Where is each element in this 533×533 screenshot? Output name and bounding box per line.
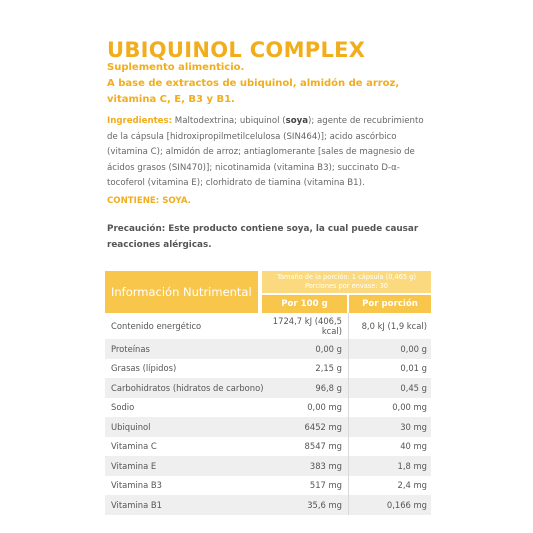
value-per-serving: 30 mg [400, 421, 427, 432]
nutrient-name: Carbohidratos (hidratos de carbono) [111, 382, 264, 393]
value-per-100g: 383 mg [309, 460, 342, 471]
value-per-100g: 0,00 g [315, 343, 342, 354]
nutrition-rows [105, 313, 431, 515]
ingredients-paragraph [107, 114, 427, 192]
ingredients-label: Ingredientes: [107, 116, 173, 126]
product-subtitle [107, 60, 427, 108]
ingredients-text-after: ); agente de recubrimiento de la cápsula [hidroxipropilmetilcelulosa (SIN464)]; acido ascórbico (vitamina C); almidón de arroz; antiaglomerante [sales de magnesio de ácidos grasos (SIN470)]; nicotinamida (vitamina B3); succinato D-α-tocoferol (vitamina E); clorhidrato de tiamina (vitamina B1). [107, 116, 424, 188]
table-row [105, 359, 431, 379]
value-per-serving: 0,00 g [400, 343, 427, 354]
nutrition-table-header [105, 271, 431, 313]
table-row [105, 456, 431, 476]
servings-per-container: Porciones por envase: 30 [304, 282, 388, 290]
value-per-100g: 2,15 g [315, 363, 342, 374]
table-row [105, 495, 431, 515]
value-per-serving: 2,4 mg [397, 480, 427, 491]
value-per-100g: 35,6 mg [307, 499, 342, 510]
nutrient-name: Contenido energético [111, 321, 202, 331]
product-title: UBIQUINOL COMPLEX [107, 38, 366, 62]
subtitle-line-3: vitamina C, E, B3 y B1. [107, 94, 235, 105]
subtitle-line-1: Suplemento alimenticio. [107, 62, 245, 73]
serving-size: Tamaño de la porción: 1 cápsula (0,465 g) [277, 273, 416, 281]
value-per-serving: 40 mg [400, 441, 427, 452]
table-row [105, 476, 431, 496]
table-row [105, 339, 431, 359]
nutrient-name: Vitamina E [111, 460, 157, 471]
nutrient-name: Proteínas [111, 343, 150, 354]
ingredients-allergen: soya [285, 116, 308, 126]
nutrient-name: Sodio [111, 402, 135, 413]
column-per-100g: Por 100 g [262, 295, 347, 313]
value-per-100g: 0,00 mg [307, 402, 342, 413]
table-row [105, 437, 431, 457]
value-per-serving: 0,166 mg [386, 499, 427, 510]
contains-statement: CONTIENE: SOYA. [107, 196, 191, 206]
value-per-100g: 1724,7 kJ (406,5 kcal) [272, 316, 342, 336]
value-per-serving: 8,0 kJ (1,9 kcal) [361, 321, 427, 331]
value-per-serving: 0,01 g [400, 363, 427, 374]
table-row [105, 378, 431, 398]
nutrient-name: Vitamina B1 [111, 499, 162, 510]
nutrient-name: Grasas (lípidos) [111, 363, 177, 374]
value-per-100g: 96,8 g [315, 382, 342, 393]
nutrient-name: Ubiquinol [111, 421, 151, 432]
value-per-100g: 8547 mg [304, 441, 342, 452]
ingredients-text-before: Maltodextrina; ubiquinol ( [172, 116, 286, 126]
allergy-warning: Precaución: Este producto contiene soya, la cual puede causar reacciones alérgicas. [107, 224, 419, 250]
table-row [105, 398, 431, 418]
column-per-serving: Por porción [349, 295, 431, 313]
value-per-100g: 6452 mg [304, 421, 342, 432]
value-per-serving: 0,00 mg [392, 402, 427, 413]
value-per-serving: 1,8 mg [397, 460, 427, 471]
table-row [105, 313, 431, 339]
nutrient-name: Vitamina C [111, 441, 157, 452]
subtitle-line-2: A base de extractos de ubiquinol, almidón de arroz, [107, 78, 400, 89]
nutrient-name: Vitamina B3 [111, 480, 162, 491]
table-row [105, 417, 431, 437]
value-per-100g: 517 mg [309, 480, 342, 491]
nutrition-heading: Información Nutrimental [105, 271, 260, 313]
serving-info [262, 271, 431, 293]
nutrition-table [105, 271, 431, 515]
value-per-serving: 0,45 g [400, 382, 427, 393]
